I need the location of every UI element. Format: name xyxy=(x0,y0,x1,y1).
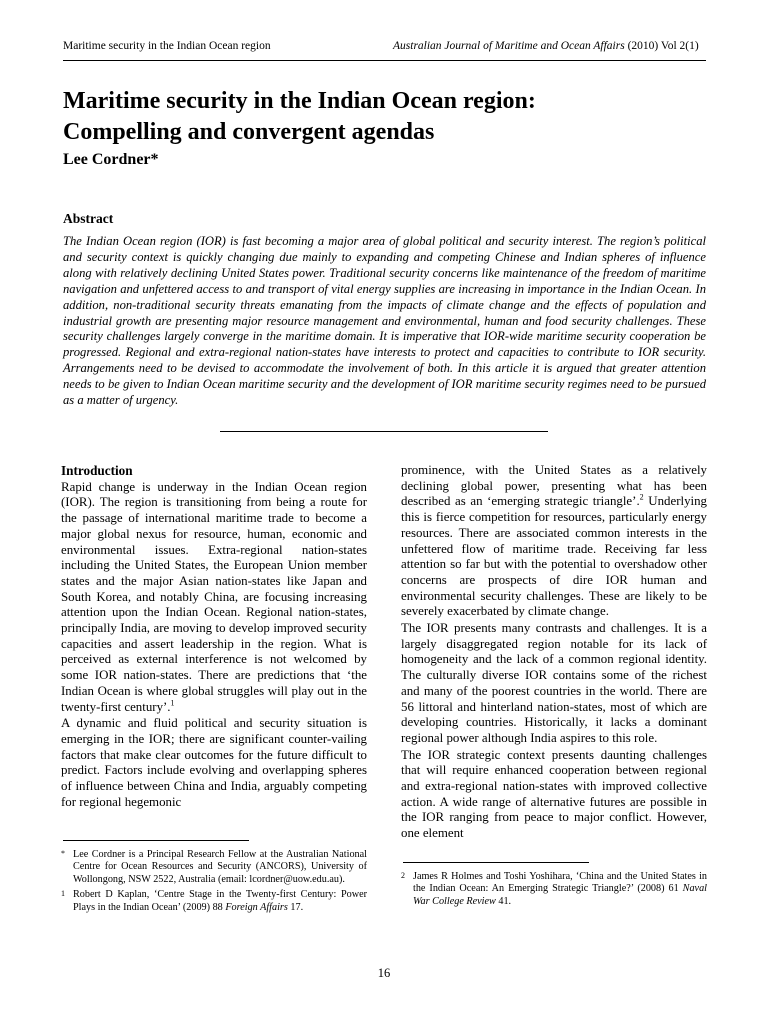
left-column xyxy=(61,463,367,811)
footnote-2-citation: James R Holmes and Toshi Yoshihara, ‘China and the United States in the Indian Ocean: An Emerging Strategic Triangle?’ (2008) 61 xyxy=(413,871,707,895)
right-paragraph-3: The IOR strategic context presents daunting challenges that will require enhanced cooperation between regional and extra-regional nation-states with improved collective action. A wide range of alternative futures are possible in the IOR ranging from peace to major conflict. However, one element xyxy=(401,747,707,841)
footnote-1 xyxy=(61,889,367,914)
abstract-divider xyxy=(220,431,548,432)
footnote-1-text xyxy=(73,889,367,914)
footnote-divider-left xyxy=(63,840,249,841)
footnote-star-mark: * xyxy=(61,849,65,858)
author-name: Lee Cordner* xyxy=(63,151,159,168)
article-title-line-1: Maritime security in the Indian Ocean region: xyxy=(63,88,536,114)
footnote-divider-right xyxy=(403,862,589,863)
right-paragraph-2: The IOR presents many contrasts and challenges. It is a largely disaggregated region notable for its lack of homogeneity and the lack of a common regional identity. The culturally diverse IOR contains some of the richest and many of the poorest countries in the world. There are 56 littoral and hinterland nation-states, most of which are developing countries. Historically, it lacks a dominant regional power although India aspires to this role. xyxy=(401,621,707,745)
intro-paragraph-2: A dynamic and fluid political and security situation is emerging in the IOR; there are significant counter-vailing factors that make clear outcomes for the future difficult to predict. Factors include evolving and overlapping spheres of influence between China and India, arguably competing for regional hegemonic xyxy=(61,716,367,809)
page-number: 16 xyxy=(377,966,391,980)
right-paragraph-1 xyxy=(401,463,707,620)
footnote-ref-2: 2 xyxy=(639,493,644,503)
introduction-heading: Introduction xyxy=(61,463,133,478)
right-paragraph-1-text-b: Underlying this is fierce competition for resources, particularly energy resources. There are associated common interests in the unfettered flow of maritime trade. Receiving far less attention so far but with the potential to overshadow other concerns are prospects of dire IOR human and environmental security challenges. These are likely to be severely exacerbated by climate change. xyxy=(401,494,708,619)
header-divider xyxy=(63,60,706,61)
footnote-2-page: 41. xyxy=(495,895,512,907)
abstract-heading: Abstract xyxy=(63,211,114,226)
journal-name: Australian Journal of Maritime and Ocean Affairs xyxy=(393,40,625,52)
article-title-line-2: Compelling and convergent agendas xyxy=(63,119,435,145)
intro-paragraph-1-text: Rapid change is underway in the Indian Ocean region (IOR). The region is transitioning from being a route for the passage of international maritime trade to become a major global nexus for resource, human, economic and environmental issues. Extra-regional nation-states including the United States, the European Union member states and the major Asian nation-states like Japan and South Korea, and notably China, are focusing increasing attention upon the Indian Ocean. Regional nation-states, principally India, are moving to develop improved security capacities and assert leadership in the region. What is perceived as external interference is not welcomed by some IOR nation-states. There are predictions that ‘the Indian Ocean is where global struggles will play out in the twenty-first century’. xyxy=(61,479,367,714)
right-column xyxy=(401,463,707,843)
right-paragraph-1-text-a: prominence, with the United States as a relatively declining global power, presenting what has been described as an ‘emerging strategic triangle’. xyxy=(401,463,707,509)
journal-volume: (2010) Vol 2(1) xyxy=(624,40,699,52)
footnote-1-citation: Robert D Kaplan, ‘Centre Stage in the Twenty-first Century: Power Plays in the Indian Ocean’ (2009) 88 xyxy=(73,889,367,913)
footnote-ref-1: 1 xyxy=(170,698,175,708)
running-header-journal xyxy=(393,40,699,52)
abstract-text: The Indian Ocean region (IOR) is fast becoming a major area of global political and security interest. The region’s political and security context is quickly changing due mainly to expanding and competing Chinese and Indian spheres of influence along with relatively declining United States power. Traditional security concerns like maintenance of the freedom of maritime navigation and unfettered access to and transport of vital energy supplies are increasing in importance in the Indian Ocean. In addition, non-traditional security threats emanating from the impacts of climate change and the effects of population and industrial growth are presenting major resource management and environmental, human and food security challenges. These security challenges largely converge in the maritime domain. It is imperative that IOR-wide maritime security cooperation be progressed. Regional and extra-regional nation-states have interests to protect and capacities to contribute to IOR security. Arrangements need to be devised to accommodate the involvement of both. In this article it is argued that greater attention needs to be given to Indian Ocean maritime security and the development of IOR maritime security regimes need to be pursued as a matter of urgency. xyxy=(63,234,706,408)
intro-paragraph-1 xyxy=(61,480,367,716)
footnote-author-text: Lee Cordner is a Principal Research Fellow at the Australian National Centre for Ocean Resources and Security (ANCORS), University of Wollongong, NSW 2522, Australia (email: lcordner@uow.edu.au). xyxy=(73,849,367,885)
footnotes-right xyxy=(401,871,707,911)
footnote-1-page: 17. xyxy=(287,901,304,913)
footnote-2-mark: 2 xyxy=(401,871,405,880)
article-title xyxy=(63,86,706,148)
running-header-title: Maritime security in the Indian Ocean region xyxy=(63,40,271,52)
footnotes-left xyxy=(61,849,367,917)
footnote-2-journal: Naval War College Review xyxy=(413,883,707,907)
footnote-1-mark: 1 xyxy=(61,889,65,899)
footnote-2 xyxy=(401,871,707,908)
footnote-author xyxy=(61,849,367,886)
footnote-2-text xyxy=(413,871,707,908)
footnote-1-journal: Foreign Affairs xyxy=(225,901,288,913)
